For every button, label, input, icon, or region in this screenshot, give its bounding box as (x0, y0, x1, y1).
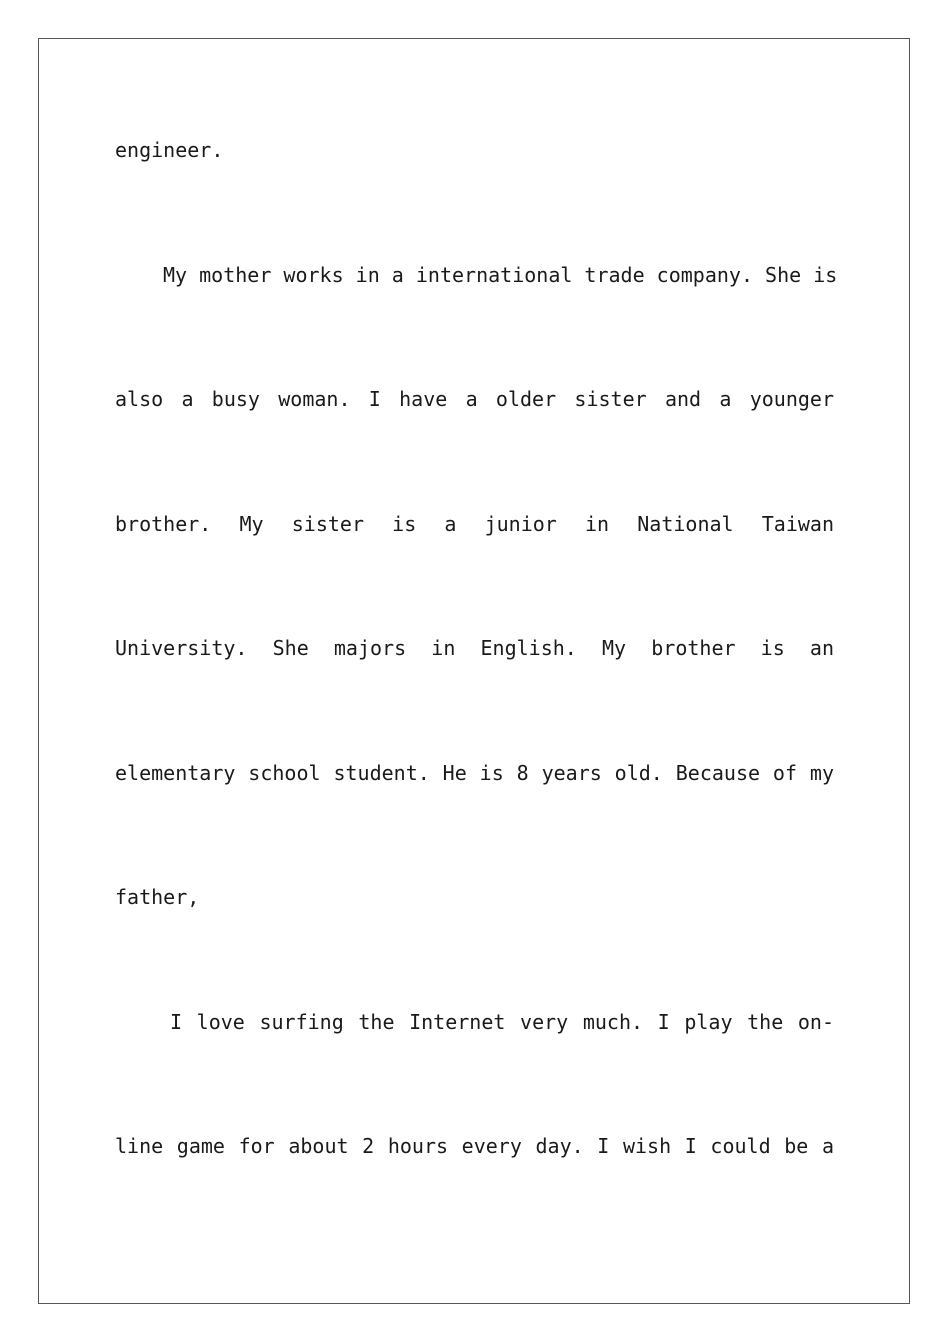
paragraph-start-mother: My mother works in a international trade company. She is (163, 263, 838, 287)
text-line-6: elementary school student. He is 8 years old. Because of my (115, 761, 834, 785)
text-line-3: also a busy woman. I have a older sister and a younger (115, 387, 834, 411)
text-line-5: University. She majors in English. My brother is an (115, 636, 834, 660)
page-frame (38, 38, 910, 1304)
text-line-7: father, (115, 885, 200, 909)
paragraph-start-internet: I love surfing the Internet very much. I play the on- (170, 1010, 834, 1034)
text-line-9: line game for about 2 hours every day. I wish I could be a (115, 1134, 834, 1158)
text-line-4: brother. My sister is a junior in National Taiwan (115, 512, 834, 536)
text-line-1: engineer. (115, 138, 224, 162)
